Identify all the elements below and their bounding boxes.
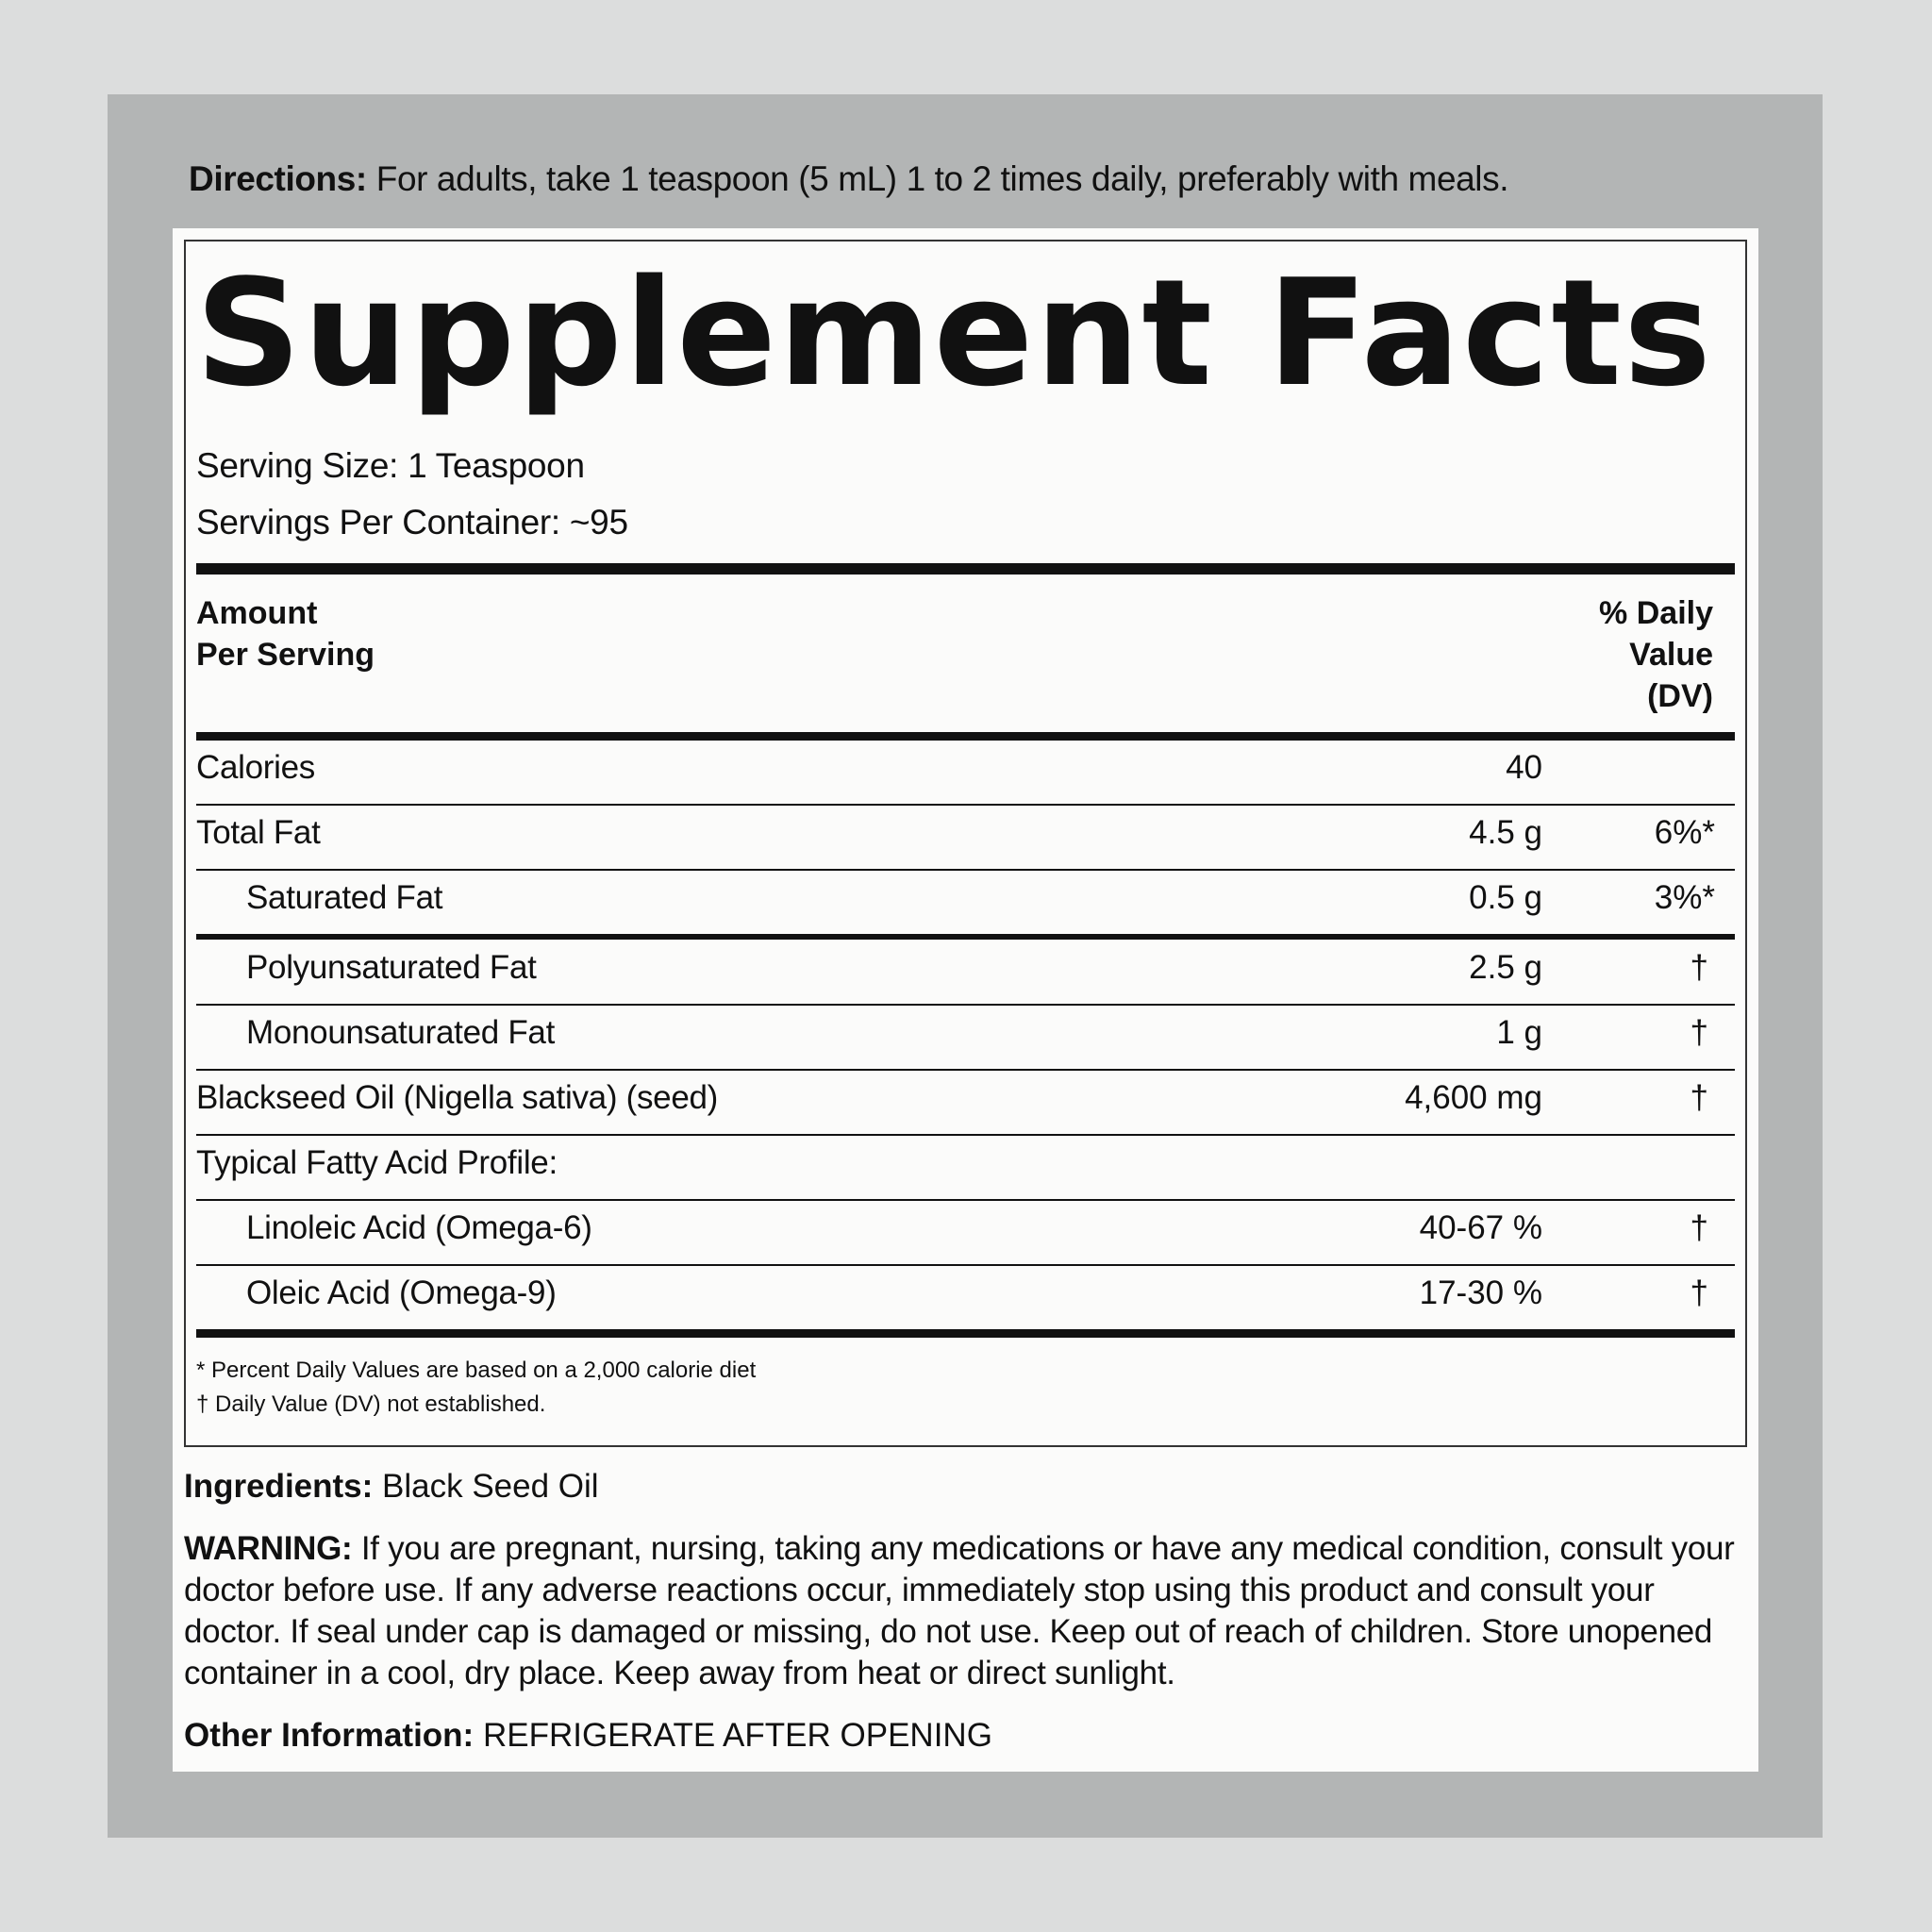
row-divider: [196, 1004, 1735, 1006]
warning-paragraph: [184, 1528, 1750, 1694]
row-amount: 4,600 mg: [1405, 1079, 1542, 1116]
row-dv: †: [1690, 1079, 1708, 1116]
row-divider: [196, 1199, 1735, 1201]
row-amount: 1 g: [1496, 1014, 1542, 1051]
directions-text: For adults, take 1 teaspoon (5 mL) 1 to 2 times daily, preferably with meals.: [366, 159, 1509, 198]
row-amount: 40-67 %: [1419, 1209, 1542, 1246]
amount-header-line-1: Amount: [196, 595, 318, 631]
row-label: Typical Fatty Acid Profile:: [196, 1144, 558, 1181]
row-amount: 40: [1506, 749, 1542, 786]
row-dv: †: [1690, 1014, 1708, 1051]
ingredients-line: [184, 1466, 599, 1507]
row-divider: [196, 869, 1735, 871]
warning-label: WARNING:: [184, 1530, 353, 1567]
supplement-facts-title: Supplement Facts: [195, 247, 1713, 419]
directions-label: Directions:: [189, 159, 367, 198]
dv-header-line-2: Value: [1629, 637, 1713, 673]
thick-divider: [196, 732, 1735, 741]
medium-divider: [196, 934, 1735, 940]
row-divider: [196, 1134, 1735, 1136]
dv-header-line-1: % Daily: [1599, 595, 1713, 631]
servings-per-container: Servings Per Container: ~95: [196, 503, 628, 541]
row-label: Oleic Acid (Omega-9): [246, 1274, 557, 1311]
row-label: Total Fat: [196, 814, 321, 851]
row-amount: 17-30 %: [1419, 1274, 1542, 1311]
row-dv: †: [1690, 1209, 1708, 1246]
row-amount: 0.5 g: [1469, 879, 1542, 916]
row-divider: [196, 804, 1735, 806]
row-label: Monounsaturated Fat: [246, 1014, 556, 1051]
row-dv: 3%*: [1654, 879, 1715, 916]
row-dv: †: [1690, 949, 1708, 986]
other-information-line: [184, 1715, 992, 1757]
ingredients-label: Ingredients:: [184, 1468, 374, 1505]
row-label: Saturated Fat: [246, 879, 443, 916]
row-divider: [196, 1264, 1735, 1266]
thick-divider: [196, 1329, 1735, 1338]
row-dv: 6%*: [1654, 814, 1715, 851]
directions-line: [189, 157, 1508, 202]
amount-header-line-2: Per Serving: [196, 637, 375, 673]
row-divider: [196, 1069, 1735, 1071]
row-label: Linoleic Acid (Omega-6): [246, 1209, 592, 1246]
footnote-dv-not-established: † Daily Value (DV) not established.: [196, 1391, 546, 1417]
row-label: Polyunsaturated Fat: [246, 949, 537, 986]
warning-text: If you are pregnant, nursing, taking any medications or have any medical condition, consult your doctor before use. If any adverse reactions occur, immediately stop using this product and consult your doctor. If seal under cap is damaged or missing, do not use. Keep out of reach of children. Store unopened container in a cool, dry place. Keep away from heat or direct sunlight.: [184, 1530, 1735, 1691]
other-information-text: REFRIGERATE AFTER OPENING: [474, 1717, 992, 1754]
row-dv: †: [1690, 1274, 1708, 1311]
row-amount: 4.5 g: [1469, 814, 1542, 851]
footnote-percent-dv: * Percent Daily Values are based on a 2,000 calorie diet: [196, 1357, 757, 1383]
thick-divider: [196, 563, 1735, 575]
dv-header-line-3: (DV): [1647, 678, 1713, 714]
row-label: Calories: [196, 749, 315, 786]
ingredients-text: Black Seed Oil: [373, 1468, 599, 1505]
row-label: Blackseed Oil (Nigella sativa) (seed): [196, 1079, 719, 1116]
row-amount: 2.5 g: [1469, 949, 1542, 986]
other-information-label: Other Information:: [184, 1717, 475, 1754]
serving-size: Serving Size: 1 Teaspoon: [196, 446, 585, 485]
